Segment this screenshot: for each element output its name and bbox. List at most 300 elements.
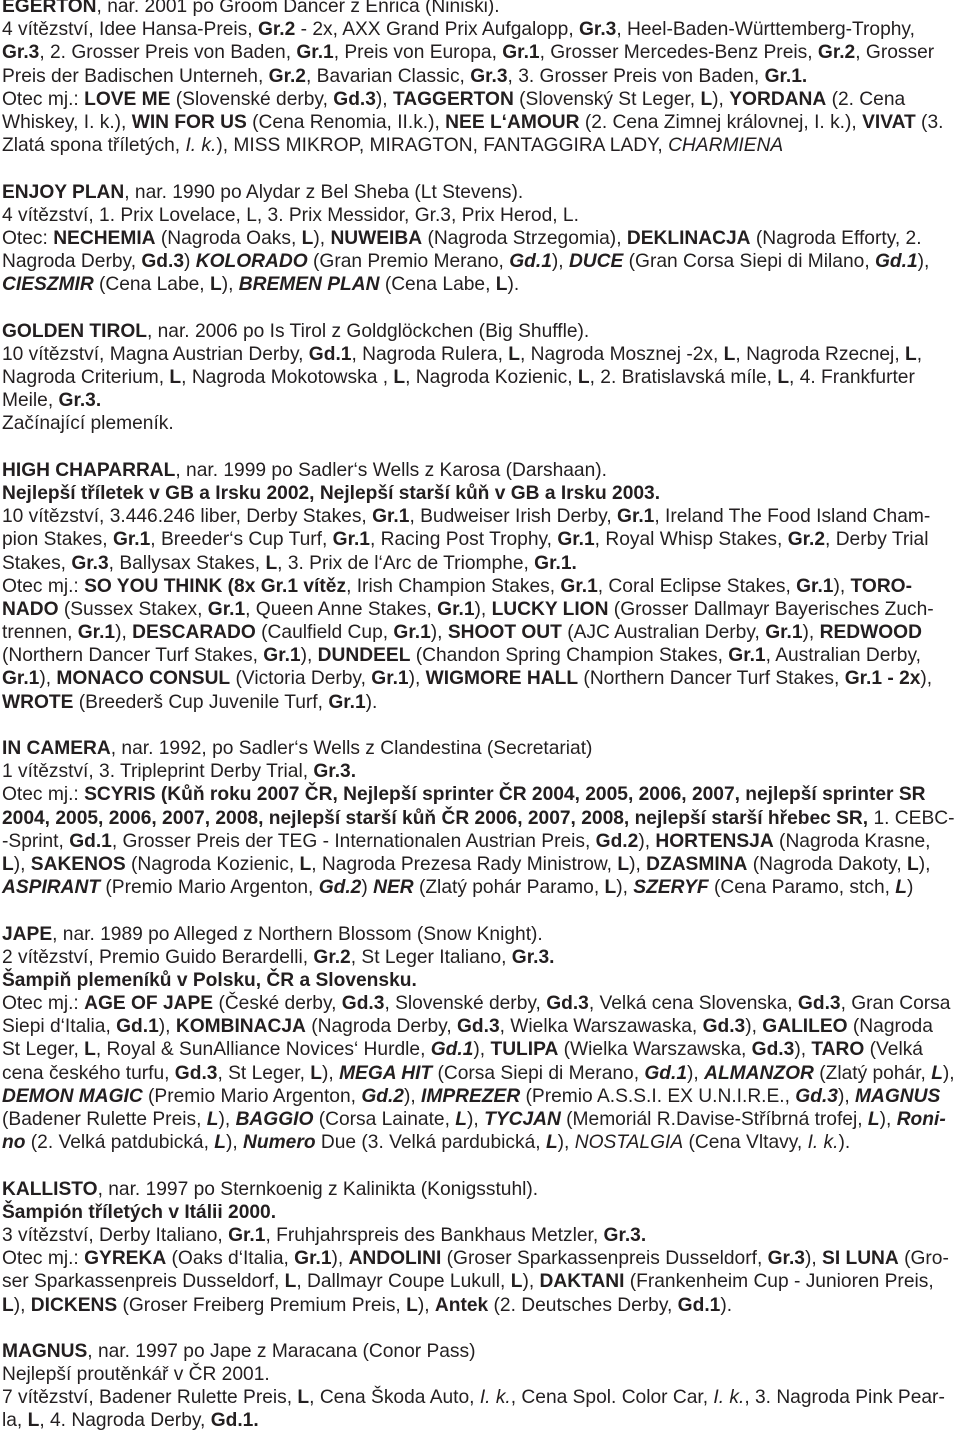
text-run: ), [225, 1132, 244, 1154]
text-run: Otec mj.: [2, 993, 85, 1015]
bold-text: Gr.1 [294, 1248, 332, 1270]
text-run: 10 vítězství, 3.446.246 liber, Derby Stakes, [2, 506, 373, 528]
text-run: (Cena Labe, [93, 274, 210, 296]
italic-text: I. k. [479, 1387, 511, 1409]
text-run: , 2. Bratislavská míle, [589, 367, 778, 388]
bold-italic-text: L [931, 1062, 943, 1084]
text-run: ), [300, 645, 318, 667]
bold-text: Gr.2 [817, 42, 856, 64]
text-run: ), [942, 1062, 955, 1084]
bold-text: TAGGERTON [392, 88, 514, 110]
bold-text: L [508, 343, 520, 365]
bold-italic-text: Gd.2 [318, 877, 362, 899]
bold-text: L [297, 1387, 310, 1409]
text-run: , Royal & SunAlliance Novices‘ Hurdle, [95, 1039, 431, 1061]
text-run: (České derby, [213, 993, 342, 1015]
bold-text: WROTE [2, 691, 74, 713]
bold-italic-text: Gd.1 [509, 251, 552, 273]
bold-text: Gd.3 [333, 88, 376, 110]
text-run: , [916, 343, 923, 365]
text-run: ), [13, 1294, 31, 1316]
bold-text: 2004, 2005, 2006, 2007, 2008, nejlepší starší kůň ČR 2006, 2007, 2008, nejlepší starší hřebec SR, [2, 807, 869, 829]
bold-text: L [284, 1271, 297, 1293]
text-run: ), [557, 1132, 575, 1154]
stallion-entry [2, 1178, 958, 1317]
text-run: (Wielka Warszawska, [558, 1039, 752, 1061]
bold-text: MONACO CONSUL [56, 668, 231, 690]
text-run: (Cena Labe, [379, 274, 496, 296]
text-line-content [2, 0, 500, 18]
bold-italic-text: SZERYF [633, 877, 709, 899]
text-line-content [2, 737, 592, 760]
bold-text: L [209, 274, 222, 296]
bold-text: SO YOU THINK (8x Gr.1 vítěz [84, 575, 347, 597]
bold-text: Gr.1 [502, 42, 540, 64]
text-run: , Ireland The Food Island Cham- [654, 506, 931, 528]
text-line [2, 528, 958, 551]
bold-italic-text: MEGA HIT [339, 1062, 433, 1084]
text-run: ), MISS MIKROP, MIRAGTON, FANTAGGIRA LADY, [216, 135, 669, 157]
bold-text: Gr.1 [296, 42, 334, 64]
text-run: , Grosser Preis der TEG - Internationalen Austrian Preis, [111, 830, 596, 852]
text-run: Otec mj.: [2, 575, 85, 597]
text-line-content [2, 923, 543, 946]
bold-text: LOVE ME [84, 88, 171, 110]
text-run: (Memoriál R.Davise-Stříbrná trofej, [560, 1109, 868, 1130]
text-run: Due (3. Velká pardubická, [315, 1132, 546, 1154]
bold-text: Gr.1 [77, 622, 116, 644]
bold-text: Gr.3 [71, 552, 109, 574]
text-run: (Premio Mario Argenton, [100, 877, 319, 899]
text-run: (Slovenské derby, [170, 88, 334, 110]
text-run: (Nagroda Dakoty, [747, 853, 907, 875]
text-run: Zlatá spona tříletých, [2, 135, 186, 157]
text-run: ), [430, 622, 448, 644]
text-run: , Budweiser Irish Derby, [409, 506, 618, 528]
text-line [2, 134, 958, 157]
text-run: (Northern Dancer Turf Stakes, [578, 668, 845, 690]
bold-text: Gd.3 [751, 1039, 795, 1061]
text-line-content [2, 250, 929, 273]
text-run: , nar. 2006 po Is Tirol z Goldglöckchen (Big Shuffle). [146, 320, 590, 342]
text-run: , Nagroda Prezesa Rady Ministrow, [311, 853, 618, 875]
text-run: 1. CEBC- [868, 807, 955, 829]
bold-text: Gr.2 [268, 65, 306, 87]
text-run: (Grosser Dallmayr Bayerisches Zuch- [608, 598, 934, 620]
bold-text: Gr.3 [2, 42, 40, 64]
text-run: (Nagroda Krasne, [773, 830, 931, 852]
text-run: Whiskey, I. k.), [2, 111, 132, 133]
bold-text: Gr.1 [393, 622, 431, 644]
bold-text: SHOOT OUT [447, 622, 562, 644]
text-line-content [2, 412, 174, 435]
text-run: ), [551, 251, 569, 273]
text-run: (Nagroda Strzegomia), [422, 227, 627, 249]
text-run: ). [507, 274, 520, 296]
text-line [2, 250, 958, 273]
bold-text: L [310, 1062, 322, 1084]
text-line-content [2, 320, 589, 343]
bold-text: Gr.3 [767, 1248, 805, 1270]
text-run: (Gro- [898, 1248, 949, 1270]
bold-text: DESCARADO [132, 622, 256, 644]
bold-italic-text: L [455, 1109, 467, 1130]
text-line-content [2, 876, 913, 899]
text-line [2, 552, 958, 575]
bold-italic-text: BREMEN PLAN [238, 274, 380, 296]
text-run: ), [408, 668, 426, 690]
bold-text: DUNDEEL [317, 645, 411, 667]
text-line [2, 111, 958, 134]
text-run: ), [322, 1062, 340, 1084]
bold-text: Gr.2 [257, 19, 296, 41]
text-line [2, 1386, 958, 1409]
text-run: ), [218, 1109, 236, 1130]
text-line-content [2, 88, 905, 111]
text-run: ), [638, 830, 656, 852]
bold-text: KOMBINACJA [175, 1016, 306, 1038]
bold-text: SI LUNA [822, 1248, 899, 1270]
text-line-content [2, 482, 660, 505]
text-line-content [2, 1178, 538, 1201]
bold-text: L [2, 853, 14, 875]
text-run: ). [838, 1132, 851, 1154]
text-line [2, 41, 958, 64]
text-run: ), [687, 1062, 705, 1084]
text-line [2, 783, 958, 806]
text-line [2, 1224, 958, 1247]
bold-italic-text: L [214, 1132, 226, 1154]
text-run: Otec mj.: [2, 88, 85, 110]
text-line-content [2, 1085, 940, 1108]
text-line [2, 482, 958, 505]
text-run: - 2x, AXX Grand Prix Aufgalopp, [295, 19, 579, 41]
text-line [2, 505, 958, 528]
text-run: , St Leger Italiano, [350, 946, 512, 968]
stallion-entry [2, 923, 958, 1155]
text-run: , nar. 1999 po Sadler‘s Wells z Karosa (Darshaan). [175, 459, 607, 481]
text-run: , Australian Derby, [765, 645, 921, 667]
text-line [2, 923, 958, 946]
text-run: ), [403, 1085, 422, 1107]
text-run: , Nagroda Mosznej -2x, [519, 343, 724, 365]
text-run: Nagroda Criterium, [2, 367, 170, 388]
text-line-content [2, 65, 807, 88]
text-run: (AJC Australian Derby, [561, 622, 766, 644]
bold-text: DEKLINACJA [626, 227, 751, 249]
bold-text: Gd.1 [116, 1016, 159, 1038]
text-line [2, 737, 958, 760]
text-run: , Grosser Mercedes-Benz Preis, [539, 42, 818, 64]
text-line [2, 1085, 958, 1108]
bold-text: Gd.1 [308, 343, 352, 365]
text-run: la, [2, 1410, 28, 1432]
text-run: ). [720, 1294, 733, 1316]
text-line-content [2, 343, 922, 366]
text-run: , nar. 1990 po Alydar z Bel Sheba (Lt Stevens). [124, 181, 524, 203]
text-line-content [2, 992, 950, 1015]
text-line [2, 0, 958, 18]
bold-text: L [577, 367, 590, 388]
text-run: , Nagroda Kozienic, [405, 367, 578, 388]
text-run: (Zlatý pohár Paramo, [413, 877, 605, 899]
bold-italic-text: ASPIRANT [2, 877, 101, 899]
bold-text: L [265, 552, 278, 574]
text-line-content [2, 667, 932, 690]
bold-text: Gd.3 [456, 1016, 500, 1038]
bold-text: Gd.1 [677, 1294, 721, 1316]
bold-text: AGE OF JAPE [84, 993, 214, 1015]
bold-text: TULIPA [490, 1039, 559, 1061]
text-line-content [2, 946, 554, 969]
stallion-entry [2, 181, 958, 297]
text-line-content [2, 181, 523, 204]
bold-text: DZASMINA [646, 853, 748, 875]
bold-text: WIN FOR US [131, 111, 247, 133]
stallion-entry [2, 459, 958, 714]
text-run: ), [375, 88, 393, 110]
text-run: , Queen Anne Stakes, [245, 598, 438, 620]
bold-text: Gr.1 [2, 668, 40, 690]
text-run: , nar. 1989 po Alleged z Northern Blossom (Snow Knight). [52, 923, 543, 945]
bold-italic-text: CIESZMIR [2, 274, 94, 296]
text-run: 2 vítězství, Premio Guido Berardelli, [2, 946, 314, 968]
bold-text: L [604, 877, 617, 899]
text-line [2, 853, 958, 876]
text-line [2, 876, 958, 899]
text-run: ) [184, 251, 196, 273]
text-line-content [2, 853, 930, 876]
text-run: ), [918, 853, 931, 875]
text-line-content [2, 18, 915, 41]
text-line [2, 1294, 958, 1317]
text-run: , Irish Champion Stakes, [346, 575, 561, 597]
text-run: , St Leger, [217, 1062, 311, 1084]
text-run: 1 vítězství, 3. Tripleprint Derby Trial, [2, 761, 314, 783]
bold-text: L [299, 853, 312, 875]
text-run: -Sprint, [2, 830, 70, 852]
text-line-content [2, 366, 915, 389]
bold-text: Gr.1 [557, 529, 595, 551]
text-run: (Nagroda Efforty, 2. [750, 227, 922, 249]
bold-text: Gd.3 [141, 251, 185, 273]
bold-text: L [301, 227, 314, 249]
text-run: , 4. Frankfurter [789, 367, 915, 388]
bold-text: L [723, 343, 736, 365]
text-run: 7 vítězství, Badener Rulette Preis, [2, 1387, 298, 1409]
text-run: ), [467, 1109, 485, 1130]
text-run: , Dallmayr Coupe Lukull, [296, 1271, 511, 1293]
text-run: (Premio A.S.S.I. EX U.N.I.R.E., [520, 1085, 796, 1107]
text-run: ), [712, 88, 730, 110]
text-line [2, 1062, 958, 1085]
text-line-content [2, 691, 377, 714]
bold-italic-text: L [895, 877, 908, 899]
bold-text: ANDOLINI [348, 1248, 442, 1270]
text-line [2, 366, 958, 389]
text-run: ), [804, 1248, 823, 1270]
bold-text: Gr.1 - 2x [844, 668, 921, 690]
bold-text: L [907, 853, 919, 875]
text-run: Otec: [2, 227, 54, 249]
text-line-content [2, 1247, 949, 1270]
bold-text: WIGMORE HALL [425, 668, 579, 690]
text-line-content [2, 1340, 476, 1363]
text-run: ), [158, 1016, 176, 1038]
bold-text: L [777, 367, 790, 388]
text-line [2, 807, 958, 830]
text-run: (Caulfield Cup, [255, 622, 394, 644]
text-line-content [2, 969, 417, 992]
bold-text: Gr.3. [58, 390, 102, 412]
text-run: (Breederš Cup Juvenile Turf, [73, 691, 329, 713]
text-line [2, 969, 958, 992]
text-run: ), [522, 1271, 540, 1293]
bold-text: Gd.3 [702, 1016, 746, 1038]
text-line [2, 575, 958, 598]
bold-italic-text: KOLORADO [195, 251, 308, 273]
text-line-content [2, 1224, 646, 1247]
bold-italic-text: no [2, 1132, 26, 1154]
text-line [2, 621, 958, 644]
italic-text: CHARMIENA [668, 135, 784, 157]
text-line-content [2, 1038, 923, 1061]
bold-text: Gr.1 [437, 598, 475, 620]
text-line [2, 1409, 958, 1432]
text-run: (2. Velká patdubická, [25, 1132, 215, 1154]
text-run: ), [417, 1294, 435, 1316]
text-line [2, 1270, 958, 1293]
bold-text: TORO- [850, 575, 913, 597]
text-run: , Nagroda Mokotowska , [181, 367, 394, 388]
bold-text: Gd.1. [210, 1410, 259, 1432]
bold-text: L [84, 1039, 96, 1061]
text-line [2, 1131, 958, 1154]
bold-text: GYREKA [84, 1248, 167, 1270]
bold-text: L [406, 1294, 418, 1316]
text-run: , Nagroda Rzecnej, [735, 343, 905, 365]
text-run: , Fruhjahrspreis des Bankhaus Metzler, [265, 1224, 604, 1246]
bold-text: L [2, 1294, 14, 1316]
text-line-content [2, 760, 356, 783]
text-run: ), [833, 575, 851, 597]
text-run: 4 vítězství, Idee Hansa-Preis, [2, 19, 258, 41]
text-line [2, 1201, 958, 1224]
text-run: ), [802, 622, 820, 644]
text-run: ), [616, 877, 634, 899]
text-line-content [2, 1108, 946, 1131]
text-run: ), [313, 227, 331, 249]
text-line-content [2, 41, 934, 64]
bold-text: NEE L‘AMOUR [445, 111, 580, 133]
bold-text: EGERTON [2, 0, 97, 17]
bold-italic-text: Roni- [896, 1109, 946, 1130]
text-run: ), [794, 1039, 812, 1061]
bold-italic-text: Gd.2 [361, 1085, 404, 1107]
text-line-content [2, 598, 934, 621]
bold-text: L [169, 367, 182, 388]
text-run: Meile, [2, 390, 59, 412]
bold-text: KALLISTO [2, 1178, 98, 1200]
bold-text: Gd.3 [174, 1062, 218, 1084]
bold-text: GALILEO [762, 1016, 848, 1038]
bold-text: Gr.1 [263, 645, 301, 667]
text-run: , nar. 2001 po Groom Dancer z Enrica (Niniski). [96, 0, 500, 17]
bold-italic-text: Numero [243, 1132, 316, 1154]
bold-text: Gr.1 [228, 1224, 266, 1246]
text-run: , Derby Trial [825, 529, 929, 551]
text-run: (Premio Mario Argenton, [142, 1085, 362, 1107]
text-line-content [2, 505, 930, 528]
bold-text: LUCKY LION [491, 598, 609, 620]
text-line [2, 1108, 958, 1131]
text-run: , Breeder‘s Cup Turf, [150, 529, 333, 551]
text-run: (3. [915, 111, 944, 133]
text-line [2, 1247, 958, 1270]
text-run: , nar. 1997 po Jape z Maracana (Conor Pass) [87, 1340, 476, 1362]
text-run: ), [331, 1248, 349, 1270]
bold-text: Gr.3. [511, 946, 555, 968]
text-line-content [2, 528, 928, 551]
text-run: 4 vítězství, 1. Prix Lovelace, L, 3. Prix Messidor, Gr.3, Prix Herod, L. [2, 204, 579, 226]
bold-text: Gr.1 [328, 691, 366, 713]
stallion-entry [2, 0, 958, 157]
text-run: , Grosser [855, 42, 935, 64]
bold-text: NECHEMIA [53, 227, 156, 249]
bold-text: MAGNUS [2, 1340, 88, 1362]
bold-text: VIVAT [862, 111, 916, 133]
text-run: , nar. 1997 po Sternkoenig z Kalinikta (Konigsstuhl). [97, 1178, 539, 1200]
text-run: (Nagroda Oaks, [155, 227, 302, 249]
bold-text: Gr.2 [787, 529, 826, 551]
text-run: Stakes, [2, 552, 72, 574]
text-line-content [2, 575, 912, 598]
bold-italic-text: BAGGIO [235, 1109, 314, 1130]
text-line-content [2, 1270, 934, 1293]
text-run: , Royal Whisp Stakes, [594, 529, 788, 551]
text-run: , Cena Škoda Auto, [309, 1387, 480, 1409]
text-run: ), [474, 598, 492, 620]
bold-text: Gr.1 [372, 506, 410, 528]
text-run: (Nagroda [847, 1016, 933, 1038]
text-run: ), [13, 853, 31, 875]
bold-italic-text: ALMANZOR [704, 1062, 814, 1084]
text-run: (Victoria Derby, [230, 668, 372, 690]
text-line [2, 320, 958, 343]
text-run: Otec mj.: [2, 1248, 85, 1270]
text-run: , Ballysax Stakes, [108, 552, 266, 574]
text-line [2, 459, 958, 482]
text-run: , Coral Eclipse Stakes, [597, 575, 797, 597]
text-run: (2. Deutsches Derby, [488, 1294, 678, 1316]
bold-italic-text: DUCE [568, 251, 624, 273]
bold-text: NUWEIBA [330, 227, 423, 249]
bold-text: Gd.3 [546, 993, 589, 1015]
bold-text: Antek [434, 1294, 489, 1316]
text-run: ), [629, 853, 647, 875]
document-page [2, 0, 958, 1433]
text-line [2, 273, 958, 296]
bold-text: DAKTANI [539, 1271, 625, 1293]
text-run: , Nagroda Rulera, [351, 343, 509, 365]
bold-text: Gr.1. [764, 65, 808, 87]
bold-text: Šampiň plemeníků v Polsku, ČR a Slovensku. [2, 969, 417, 991]
text-run: trennen, [2, 622, 78, 644]
bold-text: Gr.1 [765, 622, 803, 644]
bold-text: Gr.1 [796, 575, 834, 597]
text-line [2, 598, 958, 621]
bold-text: Gr.1 [560, 575, 598, 597]
